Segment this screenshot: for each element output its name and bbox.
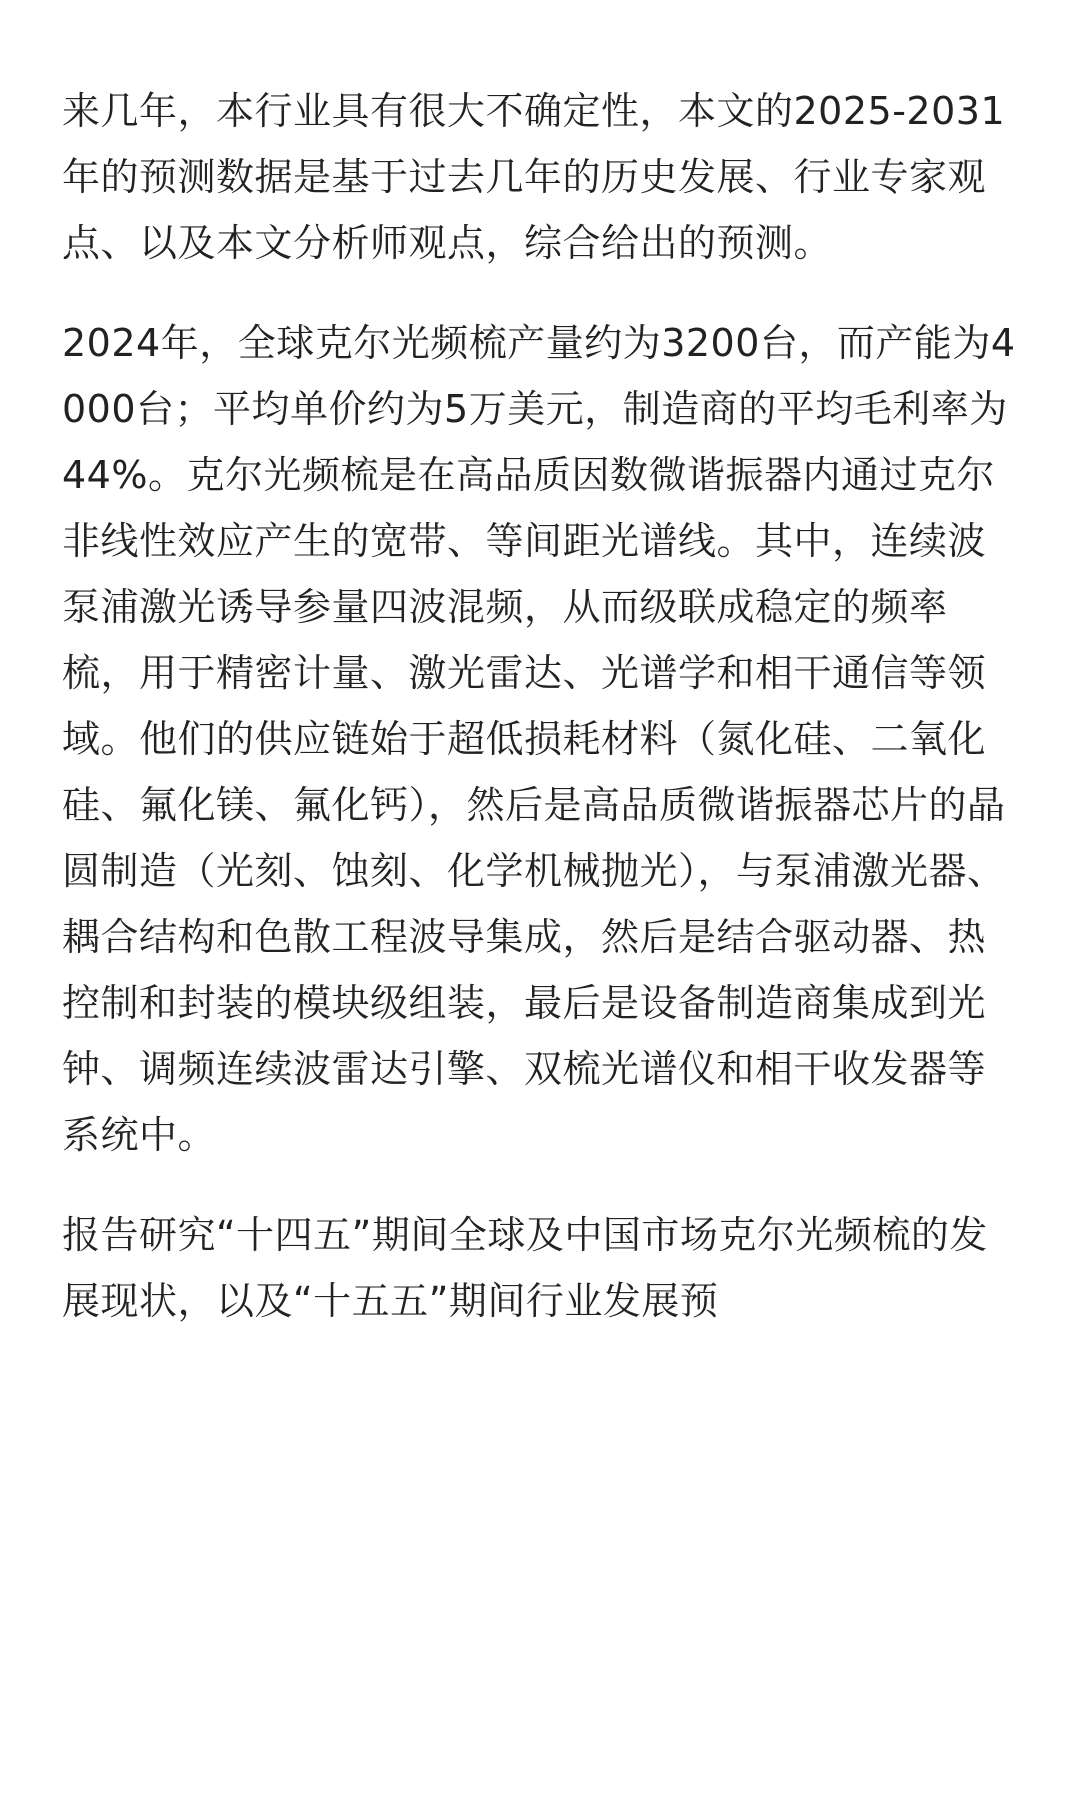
paragraph-forecast-note: 来几年，本行业具有很大不确定性，本文的2025-2031年的预测数据是基于过去几年的历史发展、行业专家观点、以及本文分析师观点，综合给出的预测。 xyxy=(62,89,1006,265)
paragraph-report-scope: 报告研究“十四五”期间全球及中国市场克尔光频梳的发展现状，以及“十五五”期间行业发展预 xyxy=(62,1213,988,1323)
article-body xyxy=(62,78,1018,1368)
paragraph-market-overview: 2024年，全球克尔光频梳产量约为3200台，而产能为4000台；平均单价约为5万美元，制造商的平均毛利率为44%。克尔光频梳是在高品质因数微谐振器内通过克尔非线性效应产生的宽带、等间距光谱线。其中，连续波泵浦激光诱导参量四波混频，从而级联成稳定的频率梳，用于精密计量、激光雷达、光谱学和相干通信等领域。他们的供应链始于超低损耗材料（氮化硅、二氧化硅、氟化镁、氟化钙），然后是高品质微谐振器芯片的晶圆制造（光刻、蚀刻、化学机械抛光），与泵浦激光器、耦合结构和色散工程波导集成，然后是结合驱动器、热控制和封装的模块级组装，最后是设备制造商集成到光钟、调频连续波雷达引擎、双梳光谱仪和相干收发器等系统中。 xyxy=(62,321,1016,1157)
